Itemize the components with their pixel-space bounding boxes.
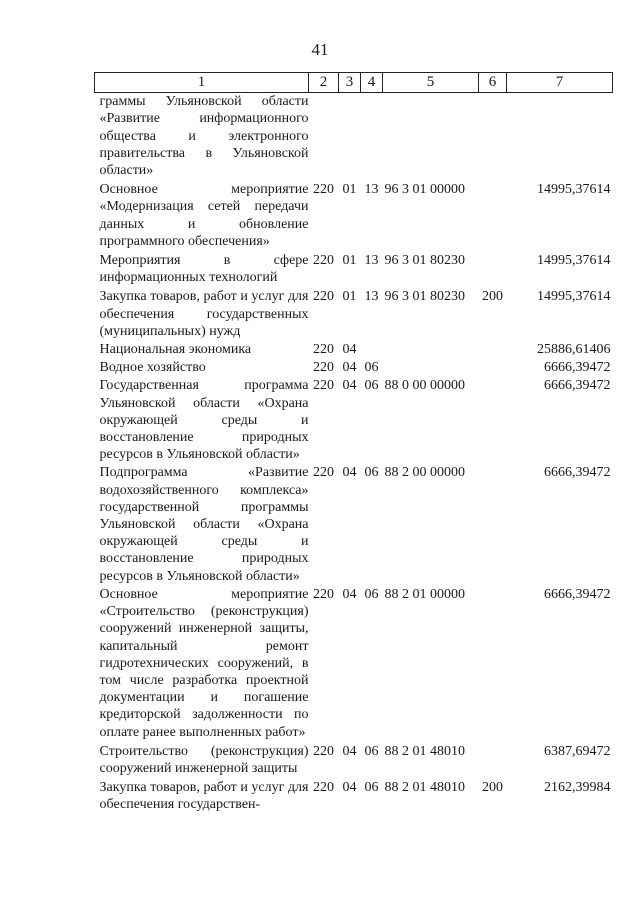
target-article-code: 96 3 01 80230 <box>384 253 465 269</box>
expense-type-code <box>479 586 507 742</box>
header-cell: 7 <box>507 73 613 93</box>
section-code: 01 <box>342 289 357 305</box>
table-row <box>95 742 613 778</box>
expense-type-code <box>479 359 507 377</box>
table-row <box>95 377 613 464</box>
expense-type-code <box>479 377 507 464</box>
header-cell: 3 <box>339 73 361 93</box>
expense-type-code: 200 <box>482 780 503 796</box>
subsection-code <box>361 341 383 359</box>
amount: 6387,69472 <box>544 743 611 759</box>
section-code: 01 <box>342 253 357 269</box>
section-code: 04 <box>342 586 357 602</box>
amount <box>507 93 613 181</box>
amount: 6666,39472 <box>544 360 611 376</box>
section-code <box>339 93 361 181</box>
target-article-code <box>383 341 479 359</box>
header-cell: 5 <box>383 73 479 93</box>
target-article-code: 88 2 01 48010 <box>384 743 465 759</box>
subsection-code: 06 <box>364 586 379 602</box>
amount: 25886,61406 <box>537 342 611 358</box>
target-article-code: 88 0 00 00000 <box>384 378 465 394</box>
header-cell: 1 <box>95 73 309 93</box>
target-article-code: 96 3 01 80230 <box>384 289 465 305</box>
expense-type-code <box>479 180 507 251</box>
target-article-code: 88 2 01 00000 <box>384 586 465 602</box>
table-row <box>95 778 613 814</box>
ministry-code <box>309 93 339 181</box>
header-cell: 6 <box>479 73 507 93</box>
expense-type-code <box>479 251 507 287</box>
ministry-code: 220 <box>313 253 334 269</box>
header-cell: 2 <box>309 73 339 93</box>
amount: 14995,37614 <box>537 253 611 269</box>
ministry-code: 220 <box>313 289 334 305</box>
target-article-code: 96 3 01 00000 <box>384 182 465 198</box>
item-name: граммы Ульяновской области «Развитие информационного общества и электронного правительства в Ульяновской области» <box>99 94 309 179</box>
subsection-code: 06 <box>364 378 379 394</box>
subsection-code: 13 <box>364 182 379 198</box>
ministry-code: 220 <box>313 360 334 376</box>
header-cell: 4 <box>361 73 383 93</box>
ministry-code: 220 <box>313 780 334 796</box>
amount: 14995,37614 <box>537 289 611 305</box>
item-name: Подпрограмма «Развитие водохозяйственного комплекса» государственной программы Ульяновской области «Охрана окружающей среды и восстановление природных ресурсов в Ульяновской области» <box>99 465 309 584</box>
table-row <box>95 464 613 585</box>
item-name: Государственная программа Ульяновской области «Охрана окружающей среды и восстановление природных ресурсов в Ульяновской области» <box>99 378 309 463</box>
item-name: Основное мероприятие «Модернизация сетей передачи данных и обновление программного обеспечения» <box>99 182 309 249</box>
amount: 2162,39984 <box>544 780 611 796</box>
subsection-code <box>361 93 383 181</box>
amount: 6666,39472 <box>544 378 611 394</box>
ministry-code: 220 <box>313 342 334 358</box>
ministry-code: 220 <box>313 743 334 759</box>
expense-type-code <box>479 341 507 359</box>
amount: 6666,39472 <box>544 465 611 481</box>
subsection-code: 06 <box>364 465 379 481</box>
item-name: Национальная экономика <box>99 342 252 358</box>
subsection-code: 13 <box>364 253 379 269</box>
section-code: 04 <box>342 342 357 358</box>
section-code: 04 <box>342 378 357 394</box>
subsection-code: 06 <box>364 743 379 759</box>
section-code: 04 <box>342 743 357 759</box>
section-code: 04 <box>342 780 357 796</box>
ministry-code: 220 <box>313 586 334 602</box>
target-article-code <box>383 93 479 181</box>
item-name: Закупка товаров, работ и услуг для обеспечения государственных (муниципальных) нужд <box>99 289 309 339</box>
expense-type-code: 200 <box>482 289 503 305</box>
item-name: Водное хозяйство <box>99 360 206 376</box>
subsection-code: 13 <box>364 289 379 305</box>
section-code: 04 <box>342 360 357 376</box>
section-code: 04 <box>342 465 357 481</box>
section-code: 01 <box>342 182 357 198</box>
ministry-code: 220 <box>313 182 334 198</box>
item-name: Основное мероприятие «Строительство (реконструкция) сооружений инженерной защиты, капитальный ремонт гидротехнических сооружений, в том числе разработка проектной документации и погашение кредиторской задолженности по оплате ранее выполненных работ» <box>99 586 309 740</box>
amount: 14995,37614 <box>537 182 611 198</box>
target-article-code: 88 2 01 48010 <box>384 780 465 796</box>
table-row <box>95 180 613 251</box>
table-row <box>95 341 613 359</box>
item-name: Закупка товаров, работ и услуг для обеспечения государствен- <box>99 780 309 813</box>
expense-type-code <box>479 93 507 181</box>
table-header-row <box>95 73 613 93</box>
amount: 6666,39472 <box>544 586 611 602</box>
table-row <box>95 251 613 287</box>
table-row <box>95 93 613 181</box>
ministry-code: 220 <box>313 378 334 394</box>
ministry-code: 220 <box>313 465 334 481</box>
subsection-code: 06 <box>364 780 379 796</box>
budget-table <box>94 72 613 815</box>
item-name: Мероприятия в сфере информационных технологий <box>99 253 309 286</box>
page-number: 41 <box>311 40 329 59</box>
item-name: Строительство (реконструкция) сооружений инженерной защиты <box>99 743 309 776</box>
table-row <box>95 586 613 742</box>
expense-type-code <box>479 742 507 778</box>
table-row <box>95 359 613 377</box>
expense-type-code <box>479 464 507 585</box>
target-article-code <box>383 359 479 377</box>
table-row <box>95 287 613 341</box>
target-article-code: 88 2 00 00000 <box>384 465 465 481</box>
subsection-code: 06 <box>364 360 379 376</box>
